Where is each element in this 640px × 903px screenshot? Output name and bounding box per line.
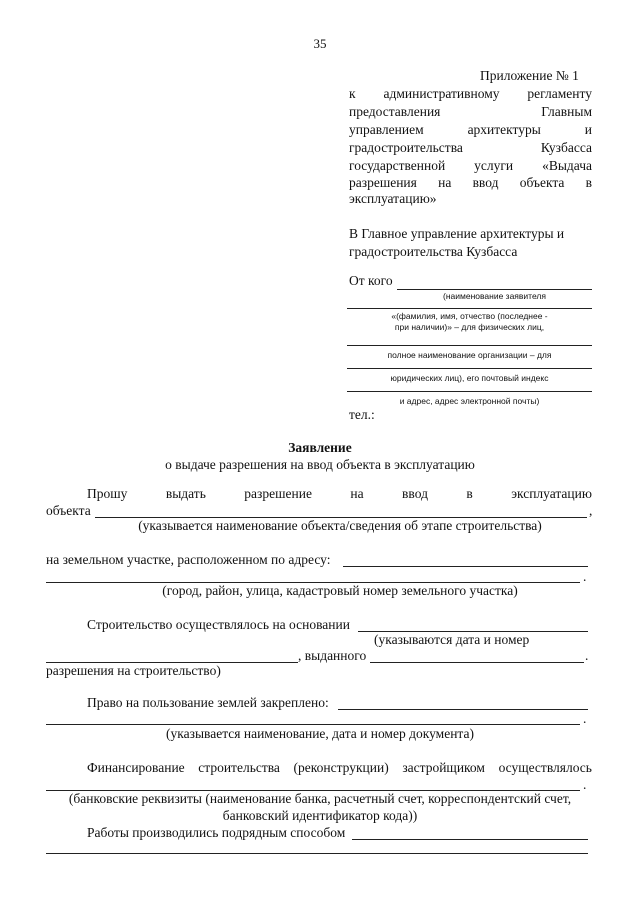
request-word: Прошу bbox=[87, 486, 128, 501]
applicant-hint-2b: при наличии)» – для физических лиц, bbox=[394, 322, 545, 332]
appendix-word: на bbox=[438, 175, 452, 190]
appendix-word: Кузбасса bbox=[540, 140, 592, 155]
from-label: От кого bbox=[349, 273, 393, 288]
appendix-word: административному bbox=[383, 86, 500, 101]
bank-hint-2: банковский идентификатор кода)) bbox=[222, 808, 418, 823]
financing-word: застройщиком bbox=[402, 760, 485, 775]
basis-dot: . bbox=[585, 648, 589, 663]
appendix-word: и bbox=[584, 122, 592, 137]
appendix-word: объекта bbox=[519, 175, 565, 190]
request-word: в bbox=[466, 486, 473, 501]
applicant-line-3 bbox=[347, 345, 592, 346]
appendix-word: разрешения bbox=[349, 175, 417, 190]
basis-label: Строительство осуществлялось на основании bbox=[87, 617, 350, 632]
appendix-word: предоставления bbox=[349, 104, 441, 119]
issued-label: , выданного bbox=[298, 648, 367, 663]
appendix-word: услуги bbox=[474, 158, 514, 173]
applicant-hint-4: юридических лиц), его почтовый индекс bbox=[390, 373, 549, 383]
object-label: объекта bbox=[46, 503, 91, 518]
appendix-word: государственной bbox=[349, 158, 446, 173]
document-title: Заявление bbox=[288, 440, 352, 455]
appendix-word: градостроительства bbox=[349, 140, 463, 155]
land-right-line bbox=[338, 709, 588, 710]
land-right-label: Право на пользование землей закреплено: bbox=[87, 695, 329, 710]
appendix-line bbox=[349, 175, 592, 191]
applicant-name-line bbox=[397, 289, 592, 290]
appendix-line bbox=[349, 140, 592, 156]
request-word: на bbox=[350, 486, 364, 501]
works-line-2 bbox=[46, 853, 588, 854]
permit-hint: разрешения на строительство) bbox=[46, 663, 221, 678]
appendix-word: регламенту bbox=[527, 86, 592, 101]
appendix-last-line: эксплуатацию» bbox=[349, 191, 437, 206]
appendix-line bbox=[349, 122, 592, 138]
financing-word: Финансирование bbox=[87, 760, 185, 775]
recipient-line-2: градостроительства Кузбасса bbox=[349, 244, 518, 259]
tel-label: тел.: bbox=[349, 407, 375, 422]
appendix-title: Приложение № 1 bbox=[480, 68, 579, 83]
appendix-line bbox=[349, 86, 592, 102]
financing-dot: . bbox=[583, 777, 587, 792]
financing-word: осуществлялось bbox=[498, 760, 592, 775]
applicant-hint-5: и адрес, адрес электронной почты) bbox=[399, 396, 540, 406]
land-right-hint: (указывается наименование, дата и номер документа) bbox=[166, 726, 474, 741]
appendix-word: к bbox=[349, 86, 356, 101]
object-hint: (указывается наименование объекта/сведения об этапе строительства) bbox=[138, 518, 542, 533]
request-word: разрешение bbox=[244, 486, 312, 501]
applicant-hint-2a: «(фамилия, имя, отчество (последнее - bbox=[391, 311, 548, 321]
works-label: Работы производились подрядным способом bbox=[87, 825, 346, 840]
land-hint: (город, район, улица, кадастровый номер земельного участка) bbox=[162, 583, 518, 598]
object-comma: , bbox=[589, 503, 593, 518]
appendix-word: Главным bbox=[541, 104, 592, 119]
land-dot: . bbox=[583, 569, 587, 584]
financing-word: (реконструкции) bbox=[293, 760, 389, 775]
appendix-line bbox=[349, 158, 592, 174]
basis-hint: (указываются дата и номер bbox=[374, 632, 530, 647]
appendix-line bbox=[349, 104, 592, 120]
document-subtitle: о выдаче разрешения на ввод объекта в эксплуатацию bbox=[165, 457, 475, 472]
bank-hint-1: (банковские реквизиты (наименование банка, расчетный счет, корреспондентский счет, bbox=[68, 791, 572, 806]
page-number: 35 bbox=[313, 36, 327, 51]
financing-word: строительства bbox=[198, 760, 280, 775]
appendix-word: ввод bbox=[472, 175, 499, 190]
land-right-line-2 bbox=[46, 724, 580, 725]
applicant-line-2 bbox=[347, 308, 592, 309]
land-label: на земельном участке, расположенном по адресу: bbox=[46, 552, 331, 567]
applicant-hint: (наименование заявителя bbox=[443, 291, 546, 301]
request-word: ввод bbox=[402, 486, 428, 501]
applicant-hint-3: полное наименование организации – для bbox=[387, 350, 552, 360]
issuer-line bbox=[370, 662, 584, 663]
financing-line bbox=[87, 760, 592, 776]
recipient-line-1: В Главное управление архитектуры и bbox=[349, 226, 565, 241]
applicant-line-4 bbox=[347, 368, 592, 369]
request-word: эксплуатацию bbox=[511, 486, 592, 501]
appendix-word: архитектуры bbox=[467, 122, 541, 137]
applicant-line-5 bbox=[347, 391, 592, 392]
request-line bbox=[87, 486, 592, 502]
works-line bbox=[352, 839, 588, 840]
appendix-word: «Выдача bbox=[542, 158, 592, 173]
land-address-line bbox=[343, 566, 588, 567]
appendix-word: управлением bbox=[349, 122, 424, 137]
land-right-dot: . bbox=[583, 711, 587, 726]
appendix-word: в bbox=[585, 175, 592, 190]
request-word: выдать bbox=[165, 486, 206, 501]
